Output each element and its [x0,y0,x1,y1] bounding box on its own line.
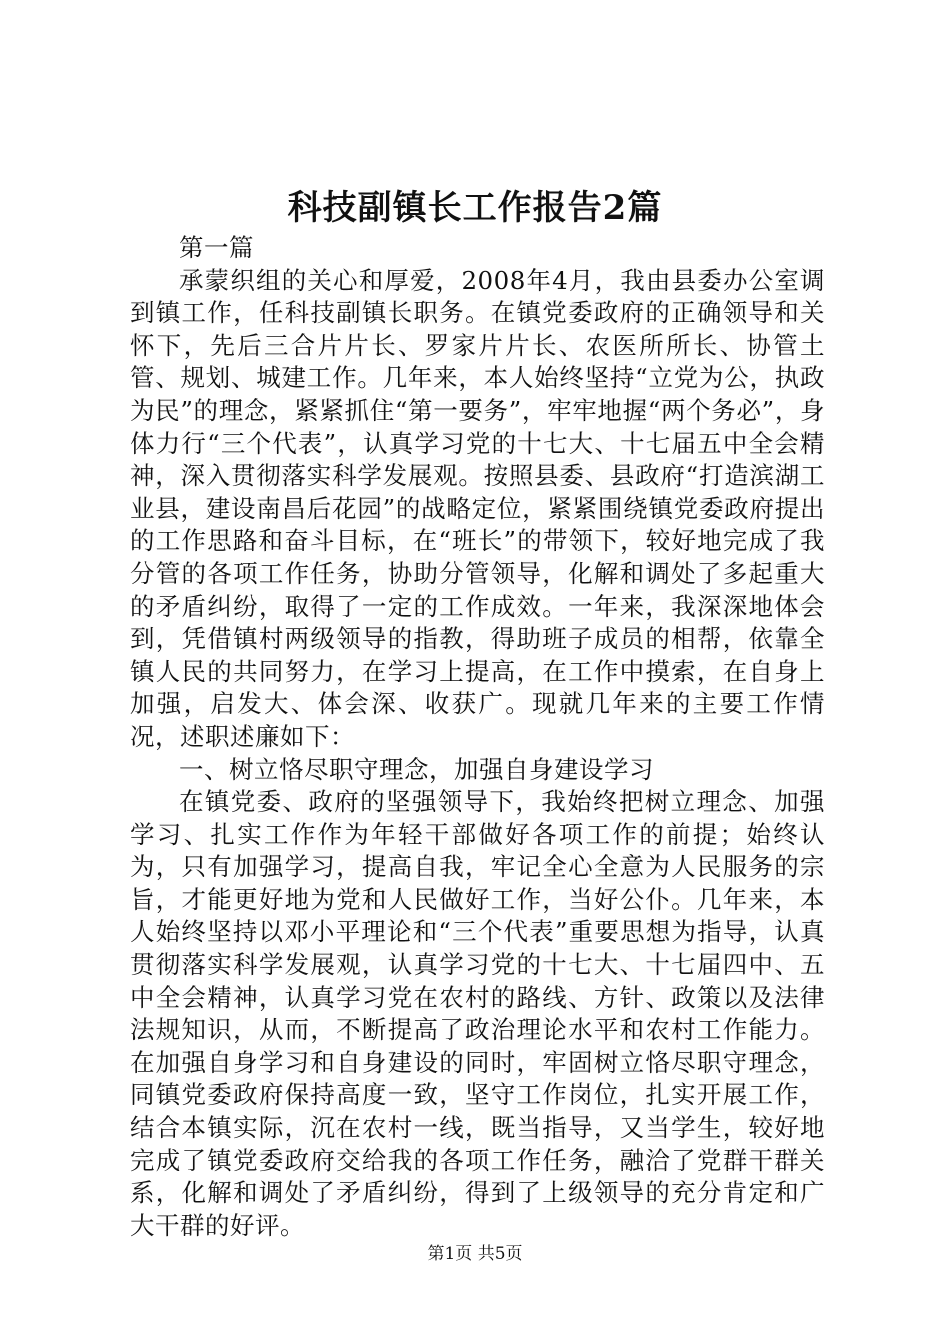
document-title: 科技副镇长工作报告2篇 [287,188,663,228]
page-footer: 第1页 共5页 [427,1244,523,1264]
section-one-paragraph: 在镇党委、政府的坚强领导下，我始终把树立理念、加强学习、扎实工作作为年轻干部做好各项工作的前提；始终认为，只有加强学习，提高自我，牢记全心全意为人民服务的宗旨，才能更好地为党和人民做好工作，当好公仆。几年来，本人始终坚持以邓小平理论和“三个代表”重要思想为指导，认真贯彻落实科学发展观，认真学习党的十七大、十七届四中、五中全会精神，认真学习党在农村的路线、方针、政策以及法律法规知识，从而，不断提高了政治理论水平和农村工作能力。在加强自身学习和自身建设的同时，牢固树立恪尽职守理念，同镇党委政府保持高度一致，坚守工作岗位，扎实开展工作，结合本镇实际，沉在农村一线，既当指导，又当学生，较好地完成了镇党委政府交给我的各项工作任务，融洽了党群干群关系，化解和调处了矛盾纠纷，得到了上级领导的充分肯定和广大干群的好评。 [130,787,825,1240]
section-heading-part-one: 第一篇 [179,233,254,262]
section-heading-one: 一、树立恪尽职守理念，加强自身建设学习 [179,754,654,784]
intro-paragraph: 承蒙织组的关心和厚爱，2008年4月，我由县委办公室调到镇工作，任科技副镇长职务。在镇党委政府的正确领导和关怀下，先后三合片片长、罗家片片长、农医所所长、协管土管、规划、城建工作。几年来，本人始终坚持“立党为公，执政为民”的理念，紧紧抓住“第一要务”，牢牢地握“两个务必”，身体力行“三个代表”，认真学习党的十七大、十七届五中全会精神，深入贯彻落实科学发展观。按照县委、县政府“打造滨湖工业县，建设南昌后花园”的战略定位，紧紧围绕镇党委政府提出的工作思路和奋斗目标，在“班长”的带领下，较好地完成了我分管的各项工作任务，协助分管领导，化解和调处了多起重大的矛盾纠纷，取得了一定的工作成效。一年来，我深深地体会到，凭借镇村两级领导的指教，得助班子成员的相帮，依靠全镇人民的共同努力，在学习上提高，在工作中摸索，在自身上加强，启发大、体会深、收获广。现就几年来的主要工作情况，述职述廉如下： [130,265,825,751]
document-body [130,232,825,1242]
